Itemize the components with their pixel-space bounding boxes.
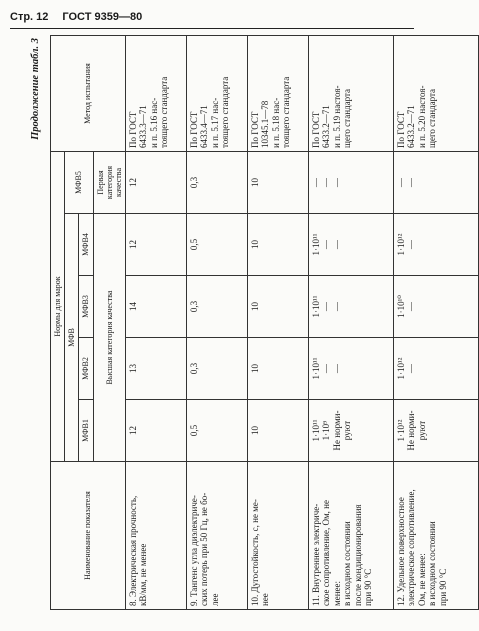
cell-method xyxy=(126,35,187,151)
cell-line: менее: xyxy=(331,581,342,606)
col-mfv1-header: МФВ1 xyxy=(79,400,93,462)
cell-line: 1·10¹¹ xyxy=(311,357,322,380)
header-rule xyxy=(10,28,414,29)
cell-line: 0,5 xyxy=(189,424,200,437)
cell-line: — xyxy=(406,302,417,311)
cell-mfv1 xyxy=(187,400,248,462)
cell-mfv2 xyxy=(309,338,394,400)
cell-line: 10. Дугостойкость, с, не ме- xyxy=(250,499,261,606)
cell-mfv5 xyxy=(394,151,479,213)
cell-line: 10 xyxy=(250,364,261,373)
cell-line: и п. 5.17 нас- xyxy=(209,97,220,148)
table-body xyxy=(126,35,479,609)
cell-line: 1·10¹² xyxy=(396,357,407,380)
cell-mfv5 xyxy=(187,151,248,213)
cell-name xyxy=(248,462,309,610)
cell-line: — xyxy=(331,302,342,311)
cell-line: нее xyxy=(260,593,271,606)
page-header xyxy=(10,8,414,26)
cell-line: 6433.2—71 xyxy=(406,105,417,148)
cell-line: электрическое сопротивление, xyxy=(406,489,417,606)
cell-line: — xyxy=(406,364,417,373)
cell-name xyxy=(309,462,394,610)
cell-line: — xyxy=(331,240,342,249)
cell-name xyxy=(187,462,248,610)
cell-line: 1·10¹¹ xyxy=(311,295,322,318)
cell-line: и п. 5.19 настоя- xyxy=(331,85,342,148)
cell-mfv4 xyxy=(394,214,479,276)
col-mfv3-header: МФВ3 xyxy=(79,276,93,338)
cell-line: тоящего стандарта xyxy=(159,76,170,148)
cell-line: — xyxy=(321,240,332,249)
col-mfv2-header: МФВ2 xyxy=(79,338,93,400)
cell-mfv1 xyxy=(394,400,479,462)
cell-line: 1·10⁹ xyxy=(321,420,332,441)
cell-name xyxy=(394,462,479,610)
cell-line: 0,3 xyxy=(189,300,200,313)
cell-line: 9. Тангенс угла диэлектриче- xyxy=(189,495,200,606)
cell-line: 1·10¹¹ xyxy=(311,233,322,256)
cell-mfv4 xyxy=(309,214,394,276)
cell-line: По ГОСТ xyxy=(250,111,261,148)
cell-mfv1 xyxy=(309,400,394,462)
table-row xyxy=(394,35,479,609)
cell-mfv4 xyxy=(248,214,309,276)
cell-line: ское сопротивление, Ом, не xyxy=(321,500,332,606)
cell-line: 1·10¹² xyxy=(396,233,407,256)
col-mfv4-header: МФВ4 xyxy=(79,214,93,276)
cell-line: лее xyxy=(209,593,220,606)
cell-mfv1 xyxy=(248,400,309,462)
cell-mfv2 xyxy=(248,338,309,400)
cell-line: тоящего стандарта xyxy=(281,76,292,148)
cell-line: 12. Удельное поверхностное xyxy=(396,497,407,606)
cell-mfv5 xyxy=(126,151,187,213)
cell-line: По ГОСТ xyxy=(311,111,322,148)
cell-line: Не норми- xyxy=(406,410,417,451)
cell-mfv2 xyxy=(394,338,479,400)
cell-line: — xyxy=(396,178,407,187)
properties-table xyxy=(50,35,479,610)
cell-line: 1·10¹⁰ xyxy=(396,295,407,318)
table-row xyxy=(126,35,187,609)
cell-line: — xyxy=(311,178,322,187)
table-row xyxy=(309,35,394,609)
cell-line: в исходном состоянии xyxy=(342,521,353,606)
cell-mfv5 xyxy=(248,151,309,213)
cell-line: — xyxy=(406,240,417,249)
col-mfv5-header: МФВ5 xyxy=(65,151,93,213)
cell-line: 10345.1—78 xyxy=(260,100,271,148)
cell-line: По ГОСТ xyxy=(396,111,407,148)
rotated-table-area xyxy=(20,32,448,612)
col-mfv-header: МФВ xyxy=(65,214,79,462)
cell-line: и п. 5.16 нас- xyxy=(148,97,159,148)
cell-line: в исходном состоянии xyxy=(427,521,438,606)
cell-line: — xyxy=(321,302,332,311)
standard-code: ГОСТ 9359—80 xyxy=(62,11,143,23)
continuation-label: Продолжение табл. 3 xyxy=(30,38,41,140)
cell-mfv5 xyxy=(309,151,394,213)
cell-mfv3 xyxy=(248,276,309,338)
cell-line: — xyxy=(321,364,332,373)
cell-line: По ГОСТ xyxy=(189,111,200,148)
cell-method xyxy=(187,35,248,151)
cell-mfv4 xyxy=(126,214,187,276)
cell-line: 10 xyxy=(250,426,261,435)
cell-line: 0,5 xyxy=(189,238,200,251)
cell-line: 1·10¹¹ xyxy=(311,419,322,442)
cell-line: 10 xyxy=(250,302,261,311)
cell-line: Не норми- xyxy=(331,410,342,451)
cell-line: 12 xyxy=(128,426,139,435)
cell-method xyxy=(248,35,309,151)
cell-line: щего стандарта xyxy=(427,89,438,148)
cell-mfv3 xyxy=(394,276,479,338)
cell-line: 10 xyxy=(250,240,261,249)
table-head xyxy=(51,35,126,609)
cell-name xyxy=(126,462,187,610)
cell-line: кВ/мм, не менее xyxy=(138,543,149,606)
col-first-header: Первая категория качества xyxy=(93,151,126,213)
cell-line: руют xyxy=(342,420,353,441)
cell-line: 12 xyxy=(128,240,139,249)
cell-line: 6433.4—71 xyxy=(199,105,210,148)
cell-line: и п. 5.20 настоя- xyxy=(416,85,427,148)
cell-line: По ГОСТ xyxy=(128,111,139,148)
cell-method xyxy=(394,35,479,151)
cell-line: 8. Электрическая прочность, xyxy=(128,495,139,606)
cell-line: 13 xyxy=(128,364,139,373)
cell-line: Ом, не менее: xyxy=(416,553,427,606)
cell-line: после кондиционирования xyxy=(352,504,363,606)
cell-mfv3 xyxy=(187,276,248,338)
cell-line: 0,3 xyxy=(189,176,200,189)
cell-line: руют xyxy=(416,420,427,441)
col-norms-header: Нормы для марок xyxy=(51,151,65,461)
cell-line: 10 xyxy=(250,178,261,187)
cell-line: тоящего стандарта xyxy=(220,76,231,148)
cell-mfv3 xyxy=(309,276,394,338)
cell-line: 0,3 xyxy=(189,362,200,375)
cell-line: 12 xyxy=(128,178,139,187)
cell-mfv4 xyxy=(187,214,248,276)
cell-line: 6433.2—71 xyxy=(321,105,332,148)
cell-line: 11. Внутреннее электриче- xyxy=(311,503,322,606)
cell-line: 14 xyxy=(128,302,139,311)
page-number: Стр. 12 xyxy=(10,11,49,23)
col-name-header: Наименование показателя xyxy=(51,462,126,610)
cell-mfv1 xyxy=(126,400,187,462)
cell-line: — xyxy=(331,178,342,187)
cell-line: и п. 5.18 нас- xyxy=(270,97,281,148)
cell-method xyxy=(309,35,394,151)
cell-mfv2 xyxy=(126,338,187,400)
col-highest-header: Высшая категория качества xyxy=(93,214,126,462)
table-row xyxy=(187,35,248,609)
cell-mfv2 xyxy=(187,338,248,400)
cell-line: при 90 °С xyxy=(362,568,373,606)
cell-line: — xyxy=(321,178,332,187)
cell-line: — xyxy=(406,178,417,187)
cell-mfv3 xyxy=(126,276,187,338)
cell-line: — xyxy=(331,364,342,373)
cell-line: 1·10¹² xyxy=(396,419,407,442)
cell-line: щего стандарта xyxy=(342,89,353,148)
cell-line: 6433.3—71 xyxy=(138,105,149,148)
table-row xyxy=(248,35,309,609)
cell-line: при 90 °С xyxy=(437,568,448,606)
col-method-header: Метод испытания xyxy=(51,35,126,151)
cell-line: ских потерь при 50 Гц, не бо- xyxy=(199,492,210,606)
